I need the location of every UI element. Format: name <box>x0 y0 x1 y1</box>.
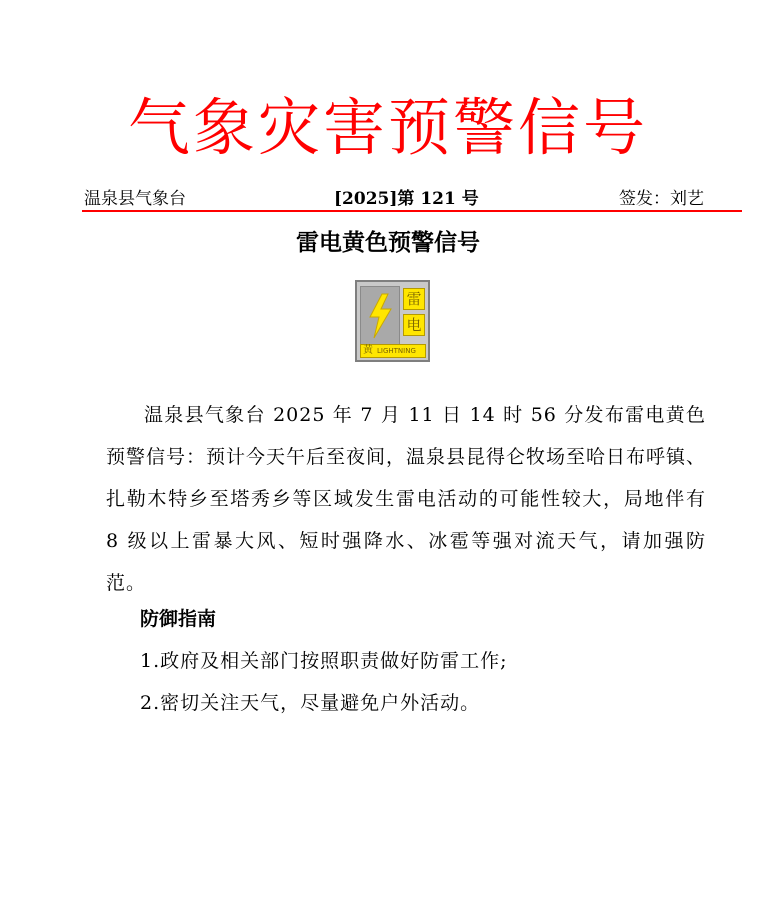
warning-badge <box>355 280 430 362</box>
badge-color-char: 黄 <box>363 345 373 356</box>
badge-bottom-strip <box>360 344 426 358</box>
document-title: 气象灾害预警信号 <box>127 91 648 164</box>
signal-title: 雷电黄色预警信号 <box>296 230 480 256</box>
document-number: [2025]第 121 号 <box>334 189 479 209</box>
warning-body-paragraph: 温泉县气象台 2025 年 7 月 11 日 14 时 56 分发布雷电黄色预警信号：预计今天午后至夜间，温泉县昆得仑牧场至哈日布呼镇、扎勒木特乡至塔秀乡等区域发生雷电活动的可能性较大，局地伴有 8 级以上雷暴大风、短时强降水、冰雹等强对流天气，请加强防范。 <box>106 404 707 594</box>
guide-title: 防御指南 <box>140 608 217 630</box>
badge-english-label: LIGHTNING <box>377 347 416 355</box>
badge-char-top: 雷 <box>403 288 425 310</box>
guide-item-2: 2.密切关注天气，尽量避免户外活动。 <box>140 692 481 714</box>
lightning-bolt-icon <box>365 293 395 339</box>
badge-char-bottom: 电 <box>403 314 425 336</box>
issuer-label: 温泉县气象台 <box>84 189 186 209</box>
signer-label: 签发：刘艺 <box>619 189 704 209</box>
bolt-panel <box>360 286 400 346</box>
header-divider <box>82 210 742 212</box>
guide-item-1: 1.政府及相关部门按照职责做好防雷工作; <box>140 650 508 672</box>
document-header <box>84 186 704 212</box>
